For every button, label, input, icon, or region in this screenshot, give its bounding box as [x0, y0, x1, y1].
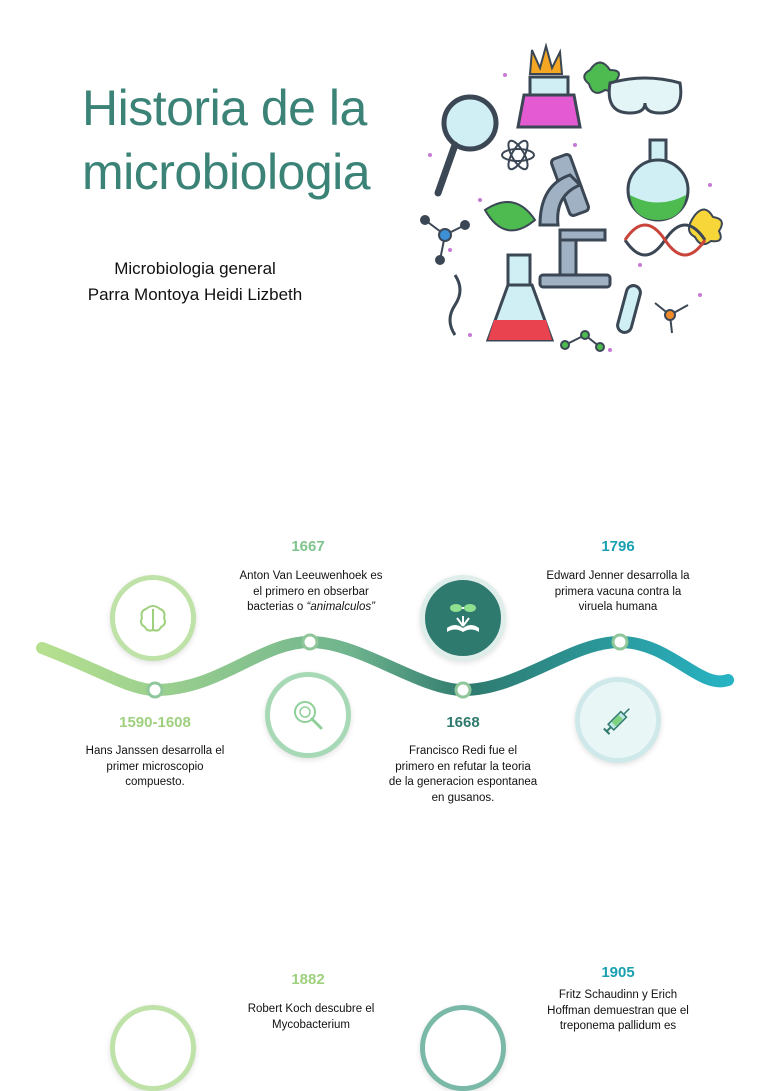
- event-icon-circle: [110, 1005, 196, 1091]
- event-icon-circle: [110, 575, 196, 661]
- science-illustration: [410, 35, 735, 365]
- event-description-text: Anton Van Leeuwenhoek es el primero en obserbar bacterias o: [239, 570, 383, 613]
- event-icon-circle: [265, 672, 351, 758]
- subtitle: [60, 256, 330, 308]
- event-description: Hans Janssen desarrolla el primer microscopio compuesto.: [85, 745, 225, 788]
- event-year: 1882: [291, 971, 325, 988]
- event-year: 1667: [291, 538, 325, 555]
- timeline-node: [303, 635, 317, 649]
- atom-icon: [502, 138, 534, 172]
- event-description: [236, 569, 386, 616]
- event-year: 1796: [601, 538, 635, 555]
- event-description: Robert Koch descubre el Mycobacterium: [247, 1003, 375, 1031]
- event-year: 1905: [601, 964, 635, 981]
- event-icon-circle: [420, 1005, 506, 1091]
- timeline-node: [613, 635, 627, 649]
- magnifier-icon: [290, 697, 326, 733]
- flame-flask-icon: [518, 46, 580, 127]
- erlenmeyer-flask-icon: [488, 255, 552, 340]
- event-year: 1590-1608: [119, 714, 191, 731]
- timeline-node: [456, 683, 470, 697]
- event-description: Francisco Redi fue el primero en refutar la teoria de la generacion espontanea en gusanos.: [388, 745, 538, 804]
- magnifier-illustration-icon: [438, 97, 496, 193]
- event-icon-circle: [420, 575, 506, 661]
- page-title: Historia de la microbiologia: [82, 80, 371, 200]
- event-year: 1668: [446, 714, 480, 731]
- goggles-icon: [609, 78, 681, 113]
- test-tube-icon: [616, 284, 642, 334]
- syringe-icon: [598, 700, 638, 740]
- event-description-italic: “animalculos”: [306, 601, 375, 613]
- event-icon-circle: [575, 677, 661, 763]
- course-name: Microbiologia general: [114, 259, 276, 278]
- brain-icon: [136, 601, 170, 635]
- event-description: Fritz Schaudinn y Erich Hoffman demuestran que el treponema pallidum es: [547, 989, 689, 1032]
- microscope-icon: [540, 153, 610, 287]
- author-name: Parra Montoya Heidi Lizbeth: [87, 285, 303, 304]
- reading-icon: [443, 600, 483, 636]
- event-description: Edward Jenner desarrolla la primera vacuna contra la viruela humana: [546, 570, 690, 613]
- molecule-icon: [421, 216, 469, 264]
- timeline-node: [148, 683, 162, 697]
- round-flask-icon: [628, 140, 688, 220]
